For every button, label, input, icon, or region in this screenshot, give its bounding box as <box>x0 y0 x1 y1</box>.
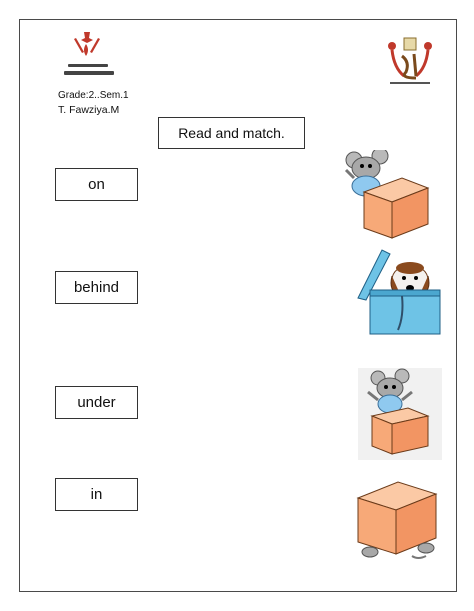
mouse-on-box-icon[interactable] <box>340 150 440 240</box>
mouse-under-box-icon[interactable] <box>352 476 442 564</box>
ministry-logo <box>58 30 122 80</box>
worksheet-meta <box>58 89 129 117</box>
word-box-behind[interactable]: behind <box>55 271 138 304</box>
grade-label: Grade:2..Sem.1 <box>58 90 129 101</box>
dog-in-box-icon[interactable] <box>352 246 444 338</box>
instruction-title: Read and match. <box>158 117 305 149</box>
word-box-in[interactable]: in <box>55 478 138 511</box>
school-logo <box>384 34 436 88</box>
mouse-behind-box-icon[interactable] <box>358 368 442 460</box>
word-box-under[interactable]: under <box>55 386 138 419</box>
word-box-on[interactable]: on <box>55 168 138 201</box>
teacher-name: T. Fawziya.M <box>58 104 120 116</box>
